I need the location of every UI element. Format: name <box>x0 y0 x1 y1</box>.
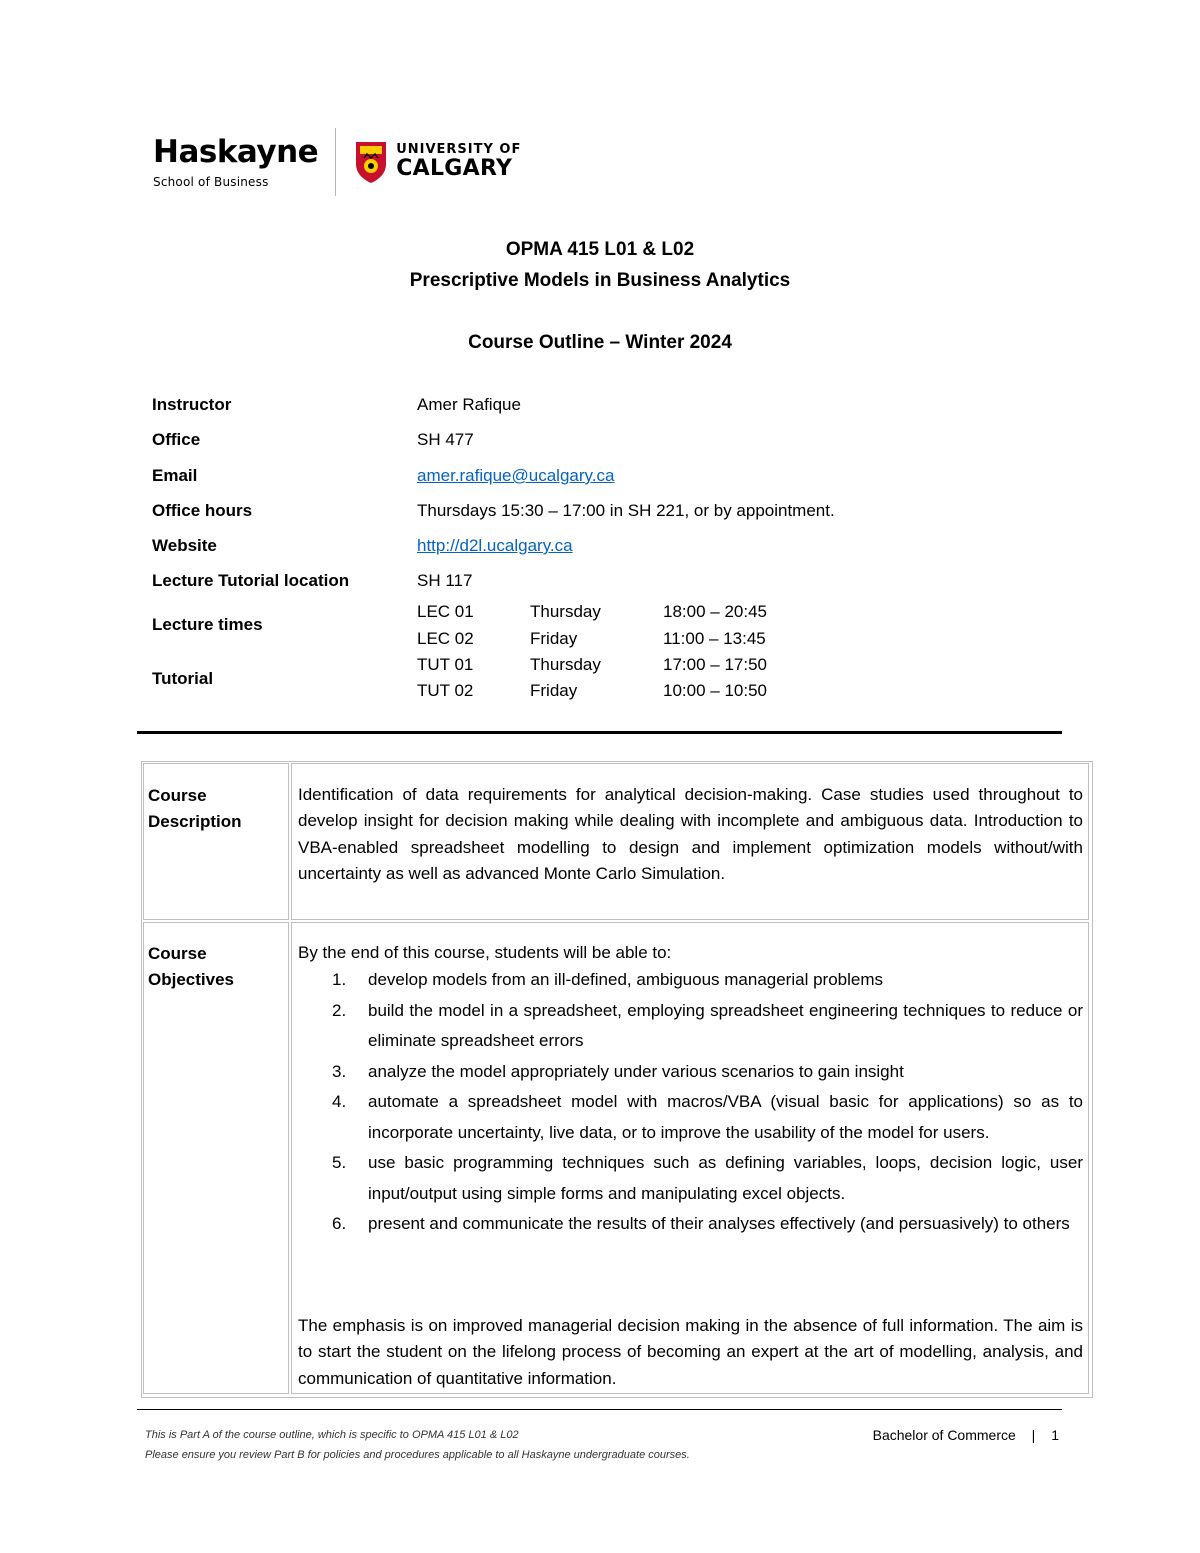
location-value: SH 117 <box>417 571 473 590</box>
haskayne-logo <box>153 133 319 189</box>
haskayne-subtitle: School of Business <box>153 174 269 189</box>
footer-note-part-b: Please ensure you review Part B for policies and procedures applicable to all Haskayne undergraduate courses. <box>145 1449 690 1461</box>
tutorial-label: Tutorial <box>152 669 214 688</box>
list-item <box>298 1148 1083 1209</box>
description-label-line1: Course <box>148 786 207 805</box>
list-item <box>298 1057 1083 1088</box>
footer-note-part-a: This is Part A of the course outline, which is specific to OPMA 415 L01 & L02 <box>145 1429 519 1441</box>
logo-divider <box>335 128 336 196</box>
course-code-title: OPMA 415 L01 & L02 <box>505 239 695 260</box>
list-item <box>298 996 1083 1057</box>
course-name-title: Prescriptive Models in Business Analytics <box>409 270 791 291</box>
office-hours-label: Office hours <box>152 501 253 520</box>
logo-header <box>153 128 521 196</box>
haskayne-wordmark: Haskayne <box>153 133 319 170</box>
objectives-label-line2: Objectives <box>148 970 234 989</box>
list-item-text: automate a spreadsheet model with macros/VBA (visual basic for applications) so as to incorporate uncertainty, live data, or to improve the usability of the model for users. <box>368 1092 1083 1142</box>
list-item <box>298 1087 1083 1148</box>
list-item-number: 6. <box>332 1214 347 1233</box>
objectives-label <box>148 941 234 993</box>
list-item-text: present and communicate the results of their analyses effectively (and persuasively) to others <box>368 1214 1070 1233</box>
description-text: Identification of data requirements for analytical decision-making. Case studies used throughout to develop insight for decision making while dealing with incomplete and ambiguous data. Introduction to VBA-enabled spreadsheet modelling to design and implement optimization models without/with uncertainty as well as advanced Monte Carlo Simulation. <box>298 785 1083 883</box>
schedule-section: LEC 02 <box>417 629 474 648</box>
instructor-value: Amer Rafique <box>417 395 521 414</box>
list-item-number: 1. <box>332 970 347 989</box>
list-item-text: develop models from an ill-defined, ambiguous managerial problems <box>368 970 883 989</box>
office-label: Office <box>152 430 201 449</box>
footer-divider <box>137 1409 1062 1410</box>
instructor-label: Instructor <box>152 395 232 414</box>
schedule-section: TUT 01 <box>417 655 474 674</box>
schedule-time: 17:00 – 17:50 <box>663 655 767 674</box>
description-label-line2: Description <box>148 812 242 831</box>
lecture-times-label: Lecture times <box>152 615 263 634</box>
schedule-day: Thursday <box>530 602 601 621</box>
outline-term-title: Course Outline – Winter 2024 <box>468 332 732 353</box>
schedule-section: LEC 01 <box>417 602 474 621</box>
website-link[interactable]: http://d2l.ucalgary.ca <box>417 536 573 555</box>
list-item-number: 3. <box>332 1061 347 1081</box>
list-item-number: 4. <box>332 1092 347 1111</box>
schedule-section: TUT 02 <box>417 681 474 700</box>
ucalgary-wordmark-bottom: CALGARY <box>396 156 513 181</box>
description-label <box>148 783 242 835</box>
office-hours-value: Thursdays 15:30 – 17:00 in SH 221, or by appointment. <box>417 501 835 520</box>
ucalgary-wordmark-top: UNIVERSITY OF <box>396 142 522 157</box>
objectives-intro: By the end of this course, students will be able to: <box>298 943 672 962</box>
schedule-day: Thursday <box>530 655 601 674</box>
list-item-text: analyze the model appropriately under various scenarios to gain insight <box>368 1061 904 1081</box>
ucalgary-crest-icon <box>354 140 388 184</box>
page-number: 1 <box>1051 1427 1059 1443</box>
objectives-label-line1: Course <box>148 944 207 963</box>
schedule-time: 10:00 – 10:50 <box>663 681 767 700</box>
schedule-day: Friday <box>530 629 578 648</box>
schedule-time: 18:00 – 20:45 <box>663 602 767 621</box>
email-link[interactable]: amer.rafique@ucalgary.ca <box>417 466 615 485</box>
objectives-emphasis: The emphasis is on improved managerial decision making in the absence of full information. The aim is to start the student on the lifelong process of becoming an expert at the art of modelling, analysis, and communication of quantitative information. <box>298 1316 1083 1388</box>
list-item-text: use basic programming techniques such as defining variables, loops, decision logic, user input/output using simple forms and manipulating excel objects. <box>368 1153 1083 1203</box>
footer-separator: | <box>1031 1427 1036 1443</box>
list-item-number: 2. <box>332 1000 347 1020</box>
email-label: Email <box>152 466 198 485</box>
schedule-time: 11:00 – 13:45 <box>663 629 766 648</box>
list-item-text: build the model in a spreadsheet, employing spreadsheet engineering techniques to reduce or eliminate spreadsheet errors <box>368 1000 1083 1050</box>
website-label: Website <box>152 536 217 555</box>
schedule-day: Friday <box>530 681 578 700</box>
section-divider <box>137 731 1062 734</box>
footer-page-info <box>873 1427 1059 1443</box>
ucalgary-logo <box>354 140 521 184</box>
list-item-number: 5. <box>332 1153 347 1172</box>
list-item <box>298 1209 1083 1240</box>
office-value: SH 477 <box>417 430 474 449</box>
location-label: Lecture Tutorial location <box>152 571 350 590</box>
objectives-list <box>298 965 1083 1240</box>
list-item <box>298 965 1083 996</box>
footer-program: Bachelor of Commerce <box>872 1427 1016 1443</box>
